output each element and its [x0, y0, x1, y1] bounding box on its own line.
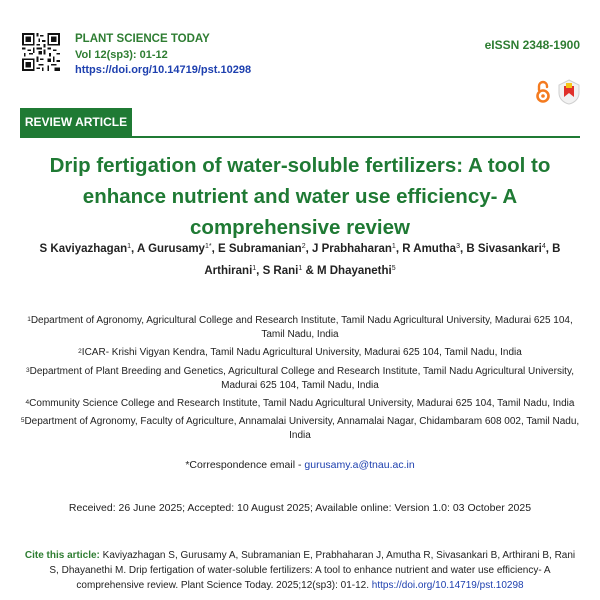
affiliation-item — [20, 365, 580, 393]
author-separator: , — [545, 243, 553, 255]
author-list — [20, 238, 580, 282]
affiliation-item — [20, 397, 580, 411]
crossmark-icon[interactable] — [558, 79, 580, 105]
author-separator: , — [211, 243, 218, 255]
author-separator: , — [131, 243, 137, 255]
author-name: E Subramanian — [217, 243, 302, 255]
author-affiliation-marker: 1* — [204, 243, 212, 250]
author-name: M Dhayanethi — [316, 265, 392, 277]
affiliation-item — [20, 314, 580, 342]
affiliation-text: ICAR- Krishi Vigyan Kendra, Tamil Nadu Agricultural University, Madurai 625 104, Tamil Nadu, India — [81, 347, 522, 359]
qr-code-icon — [22, 33, 60, 71]
publication-dates: Received: 26 June 2025; Accepted: 10 August 2025; Available online: Version 1.0: 03 October 2025 — [68, 502, 532, 514]
author-affiliation-marker: 3 — [456, 243, 460, 250]
correspondence-email-link[interactable]: gurusamy.a@tnau.ac.in — [304, 459, 415, 471]
citation-block — [20, 548, 580, 593]
affiliation-marker: 2 — [78, 348, 82, 356]
affiliation-marker: 3 — [26, 366, 30, 374]
citation-label: Cite this article: — [24, 550, 100, 561]
affiliation-marker: 5 — [20, 417, 25, 425]
citation-doi-link[interactable]: https://doi.org/10.14719/pst.10298 — [371, 580, 524, 591]
author-separator: , — [256, 265, 263, 277]
author-name: B Arthirani — [204, 243, 561, 277]
author-name: S Rani — [262, 265, 299, 277]
affiliation-marker: 1 — [27, 316, 31, 323]
correspondence-line — [20, 459, 580, 471]
author-affiliation-marker: 1 — [391, 243, 396, 250]
author-affiliation-marker: 4 — [541, 243, 546, 250]
journal-volume: Vol 12(sp3): 01-12 — [75, 48, 168, 61]
article-title: Drip fertigation of water-soluble fertilizers: A tool to enhance nutrient and water use efficiency- A comprehensive review — [49, 154, 551, 239]
affiliation-text: Department of Agronomy, Agricultural College and Research Institute, Tamil Nadu Agricultural University, Madurai 625 104, Tamil Nadu, India — [30, 315, 573, 341]
correspondence-label: *Correspondence email - — [185, 459, 305, 471]
journal-name: PLANT SCIENCE TODAY — [75, 33, 210, 45]
author-name: A Gurusamy — [137, 243, 205, 255]
author-separator: & — [302, 265, 317, 277]
citation-text: Kaviyazhagan S, Gurusamy A, Subramanian E, Prabhaharan J, Amutha R, Sivasankari B, Arthirani B, Rani S, Dhayanethi M. Drip fertigation of water-soluble fertilizers: A tool to enhance nutrient and water use efficiency- A comprehensive review. Plant Science Today. 2025;12(sp3): 01-12. — [49, 550, 576, 591]
author-affiliation-marker: 1 — [298, 265, 303, 272]
affiliation-text: Department of Plant Breeding and Genetics, Agricultural College and Research Institute, Tamil Nadu Agricultural University, Madurai 625 104, Tamil Nadu, India — [29, 365, 574, 391]
journal-info — [75, 32, 251, 79]
author-affiliation-marker: 1 — [127, 243, 132, 250]
open-access-icon[interactable] — [535, 80, 551, 104]
affiliation-item — [20, 346, 580, 360]
author-name: S Kaviyazhagan — [39, 243, 128, 255]
affiliation-item — [20, 415, 580, 443]
author-name: J Prabhaharan — [312, 243, 392, 255]
author-name: R Amutha — [402, 243, 457, 255]
affiliation-list — [20, 314, 580, 448]
author-separator: , — [460, 243, 467, 255]
eissn-label: eISSN 2348-1900 — [484, 38, 580, 52]
author-affiliation-marker: 1 — [252, 265, 257, 272]
header-divider — [20, 136, 580, 138]
article-type-badge: REVIEW ARTICLE — [20, 108, 132, 136]
affiliation-text: Community Science College and Research Institute, Tamil Nadu Agricultural University, Madurai 625 104, Tamil Nadu, India — [29, 398, 575, 410]
author-separator: , — [305, 243, 312, 255]
journal-doi-link[interactable]: https://doi.org/10.14719/pst.10298 — [75, 64, 252, 76]
affiliation-marker: 4 — [25, 399, 30, 407]
affiliation-text: Department of Agronomy, Faculty of Agriculture, Annamalai University, Annamalai Nagar, Chidambaram 608 002, Tamil Nadu, India — [24, 416, 580, 442]
author-affiliation-marker: 2 — [301, 243, 306, 250]
author-separator: , — [395, 243, 403, 255]
author-affiliation-marker: 5 — [391, 265, 396, 272]
author-name: B Sivasankari — [466, 243, 542, 255]
